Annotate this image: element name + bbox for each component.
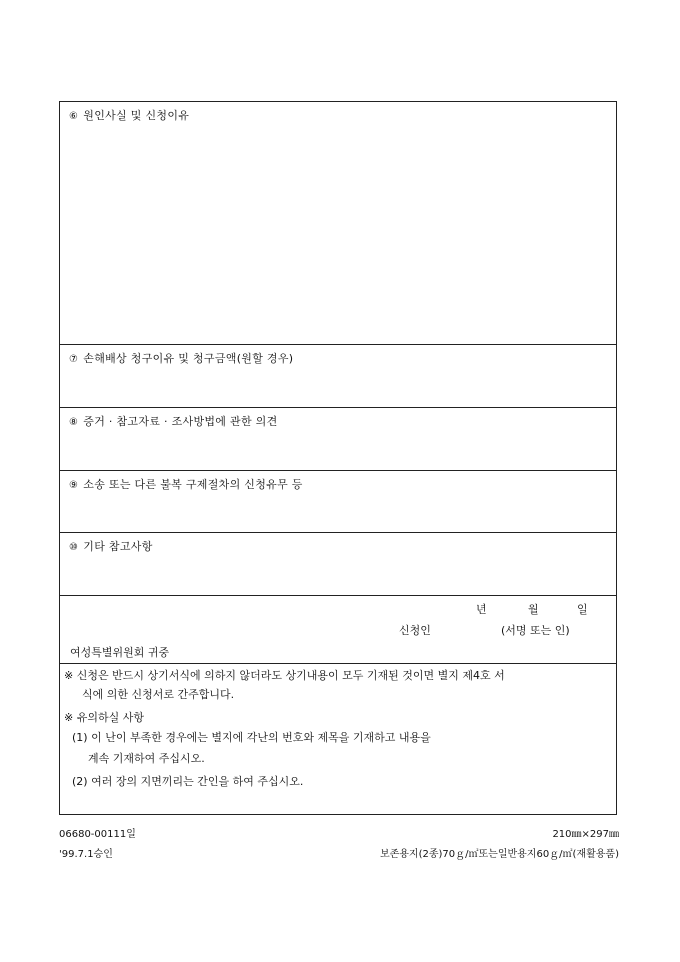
form-code: 06680-00111일 (59, 829, 136, 840)
recipient-label: 여성특별위원회 귀중 (70, 646, 170, 659)
section-label: 소송 또는 다른 불복 구제절차의 신청유무 등 (83, 478, 303, 491)
section-number: ⑥ (69, 111, 79, 122)
note-heading: ※ 유의하실 사항 (64, 711, 144, 724)
date-day-label: 일 (577, 603, 588, 616)
section-number: ⑩ (69, 542, 79, 553)
section-number: ⑧ (69, 417, 79, 428)
applicant-label: 신청인 (399, 624, 431, 637)
note-item: 계속 기재하여 주십시오. (88, 752, 205, 765)
notes-section (60, 664, 616, 816)
section-number: ⑦ (69, 354, 79, 365)
paper-spec: 보존용지(2종)70ｇ/㎡또는일반용지60ｇ/㎡(재활용품) (379, 849, 619, 860)
date-year-label: 년 (476, 603, 487, 616)
section-label: 원인사실 및 신청이유 (83, 109, 190, 122)
section-other-notes (60, 533, 616, 596)
note-item: (2) 여러 장의 지면끼리는 간인을 하여 주십시오. (72, 775, 304, 788)
note-text: 식에 의한 신청서로 간주합니다. (82, 688, 235, 701)
section-number: ⑨ (69, 480, 79, 491)
section-label: 기타 참고사항 (83, 540, 153, 553)
paper-size: 210㎜×297㎜ (552, 829, 619, 840)
form-table (59, 101, 617, 815)
section-other-remedies (60, 471, 616, 533)
approval-date: '99.7.1승인 (59, 849, 113, 860)
signature-section (60, 596, 616, 664)
section-label: 증거 · 참고자료 · 조사방법에 관한 의견 (83, 415, 278, 428)
date-month-label: 월 (528, 603, 539, 616)
signature-label: (서명 또는 인) (501, 624, 570, 637)
section-label: 손해배상 청구이유 및 청구금액(원할 경우) (83, 352, 294, 365)
note-text: ※ 신청은 반드시 상기서식에 의하지 않더라도 상기내용이 모두 기재된 것이면 별지 제4호 서 (64, 669, 505, 682)
section-damages-claim (60, 345, 616, 408)
section-evidence-opinion (60, 408, 616, 471)
section-cause-and-reason (60, 102, 616, 345)
note-item: (1) 이 난이 부족한 경우에는 별지에 각난의 번호와 제목을 기재하고 내용을 (72, 731, 431, 744)
